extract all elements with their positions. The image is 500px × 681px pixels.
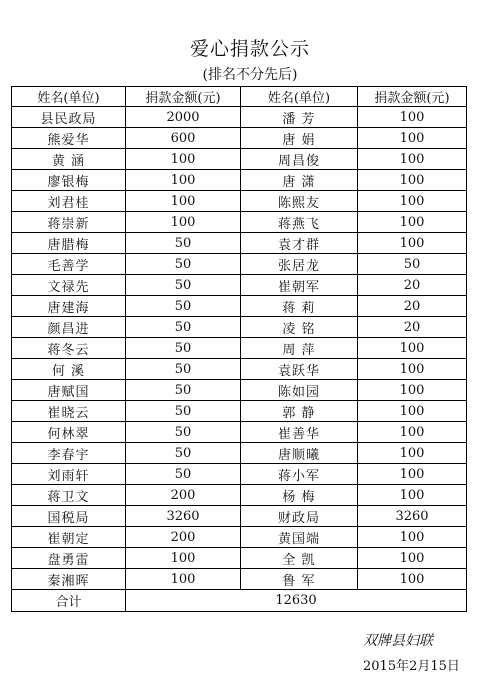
donor-name-left: 熊爱华 [12, 128, 126, 149]
table-row [12, 569, 467, 590]
total-row [12, 590, 467, 612]
donation-amount-left: 50 [126, 254, 241, 275]
donation-amount-left: 200 [126, 527, 241, 548]
donor-name-left: 国税局 [12, 506, 126, 527]
donor-name-left: 崔晓云 [12, 401, 126, 422]
donation-amount-left: 600 [126, 128, 241, 149]
donor-name-right: 郭 静 [241, 401, 358, 422]
table-row [12, 275, 467, 296]
donation-amount-right: 100 [358, 422, 467, 443]
donor-name-left: 毛善学 [12, 254, 126, 275]
table-row [12, 401, 467, 422]
table-row [12, 149, 467, 170]
donor-name-right: 蒋小军 [241, 464, 358, 485]
donation-amount-right: 100 [358, 548, 467, 569]
donation-amount-left: 50 [126, 275, 241, 296]
donation-amount-left: 100 [126, 191, 241, 212]
donor-name-left: 黄 涵 [12, 149, 126, 170]
donation-amount-right: 100 [358, 191, 467, 212]
donation-amount-right: 100 [358, 233, 467, 254]
donation-amount-left: 100 [126, 212, 241, 233]
table-row [12, 233, 467, 254]
total-label: 合计 [12, 590, 126, 612]
donation-amount-right: 100 [358, 569, 467, 590]
donation-amount-left: 50 [126, 422, 241, 443]
donation-amount-left: 50 [126, 401, 241, 422]
donation-amount-right: 100 [358, 107, 467, 128]
donor-name-left: 蒋冬云 [12, 338, 126, 359]
donor-name-right: 崔朝军 [241, 275, 358, 296]
donation-amount-left: 200 [126, 485, 241, 506]
donation-amount-right: 100 [358, 464, 467, 485]
donation-amount-left: 50 [126, 359, 241, 380]
donation-table [11, 86, 467, 612]
donation-amount-left: 50 [126, 380, 241, 401]
donation-amount-right: 100 [358, 338, 467, 359]
donation-amount-right: 100 [358, 212, 467, 233]
donor-name-right: 袁才群 [241, 233, 358, 254]
donor-name-right: 张居龙 [241, 254, 358, 275]
donation-amount-left: 3260 [126, 506, 241, 527]
donation-amount-left: 50 [126, 443, 241, 464]
table-row [12, 527, 467, 548]
table-row [12, 506, 467, 527]
donor-name-left: 崔朝定 [12, 527, 126, 548]
donation-amount-left: 100 [126, 170, 241, 191]
donor-name-right: 黄国端 [241, 527, 358, 548]
donor-name-left: 唐腊梅 [12, 233, 126, 254]
donor-name-right: 杨 梅 [241, 485, 358, 506]
page-subtitle: (排名不分先后) [202, 67, 298, 83]
donation-amount-left: 50 [126, 233, 241, 254]
footer-organization: 双牌县妇联 [363, 633, 433, 649]
donation-amount-right: 100 [358, 359, 467, 380]
donor-name-right: 唐 潇 [241, 170, 358, 191]
donor-name-right: 唐 娟 [241, 128, 358, 149]
donor-name-right: 凌 铭 [241, 317, 358, 338]
table-row [12, 485, 467, 506]
donor-name-right: 唐顺曦 [241, 443, 358, 464]
donation-amount-right: 100 [358, 485, 467, 506]
donor-name-right: 周 萍 [241, 338, 358, 359]
table-row [12, 107, 467, 128]
donor-name-right: 崔善华 [241, 422, 358, 443]
donor-name-left: 秦湘晖 [12, 569, 126, 590]
donor-name-right: 袁跃华 [241, 359, 358, 380]
header-amount-right: 捐款金额(元) [358, 87, 467, 107]
donation-amount-right: 20 [358, 317, 467, 338]
donation-amount-right: 3260 [358, 506, 467, 527]
donor-name-right: 潘 芳 [241, 107, 358, 128]
donor-name-left: 唐建海 [12, 296, 126, 317]
donor-name-left: 刘雨轩 [12, 464, 126, 485]
donor-name-left: 何 溪 [12, 359, 126, 380]
donor-name-right: 鲁 军 [241, 569, 358, 590]
donor-name-right: 周昌俊 [241, 149, 358, 170]
donation-amount-left: 50 [126, 338, 241, 359]
table-row [12, 359, 467, 380]
table-row [12, 380, 467, 401]
donation-amount-right: 100 [358, 149, 467, 170]
donor-name-left: 颜昌进 [12, 317, 126, 338]
donor-name-right: 陈熙友 [241, 191, 358, 212]
donor-name-left: 县民政局 [12, 107, 126, 128]
header-amount-left: 捐款金额(元) [126, 87, 241, 107]
table-row [12, 464, 467, 485]
donor-name-left: 刘君桂 [12, 191, 126, 212]
table-row [12, 317, 467, 338]
donation-amount-right: 20 [358, 275, 467, 296]
donor-name-left: 唐赋国 [12, 380, 126, 401]
donor-name-left: 蒋卫文 [12, 485, 126, 506]
donor-name-right: 全 凯 [241, 548, 358, 569]
donation-amount-left: 100 [126, 569, 241, 590]
donor-name-left: 蒋崇新 [12, 212, 126, 233]
table-row [12, 128, 467, 149]
total-value: 12630 [126, 590, 467, 612]
donation-amount-left: 50 [126, 317, 241, 338]
table-row [12, 254, 467, 275]
page-title: 爱心捐款公示 [189, 38, 310, 60]
header-name-left: 姓名(单位) [12, 87, 126, 107]
donation-amount-left: 100 [126, 149, 241, 170]
donor-name-left: 李春宇 [12, 443, 126, 464]
table-row [12, 443, 467, 464]
donation-amount-right: 100 [358, 401, 467, 422]
table-row [12, 170, 467, 191]
donation-amount-left: 100 [126, 548, 241, 569]
donor-name-left: 何林翠 [12, 422, 126, 443]
table-row [12, 338, 467, 359]
donation-amount-left: 50 [126, 464, 241, 485]
table-row [12, 212, 467, 233]
donation-amount-right: 20 [358, 296, 467, 317]
donation-amount-right: 100 [358, 443, 467, 464]
donor-name-right: 蒋 莉 [241, 296, 358, 317]
donor-name-right: 蒋燕飞 [241, 212, 358, 233]
header-name-right: 姓名(单位) [241, 87, 358, 107]
donation-amount-right: 100 [358, 380, 467, 401]
donation-amount-right: 50 [358, 254, 467, 275]
table-header-row [12, 87, 467, 107]
donation-amount-left: 2000 [126, 107, 241, 128]
donor-name-right: 陈如园 [241, 380, 358, 401]
donation-amount-left: 50 [126, 296, 241, 317]
table-row [12, 296, 467, 317]
donation-amount-right: 100 [358, 170, 467, 191]
table-row [12, 422, 467, 443]
donation-amount-right: 100 [358, 128, 467, 149]
donation-amount-right: 100 [358, 527, 467, 548]
donor-name-left: 盘勇雷 [12, 548, 126, 569]
donor-name-left: 廖银梅 [12, 170, 126, 191]
donor-name-left: 文禄先 [12, 275, 126, 296]
footer-date: 2015年2月15日 [363, 659, 460, 674]
table-row [12, 191, 467, 212]
table-row [12, 548, 467, 569]
donor-name-right: 财政局 [241, 506, 358, 527]
table-body [12, 107, 467, 590]
